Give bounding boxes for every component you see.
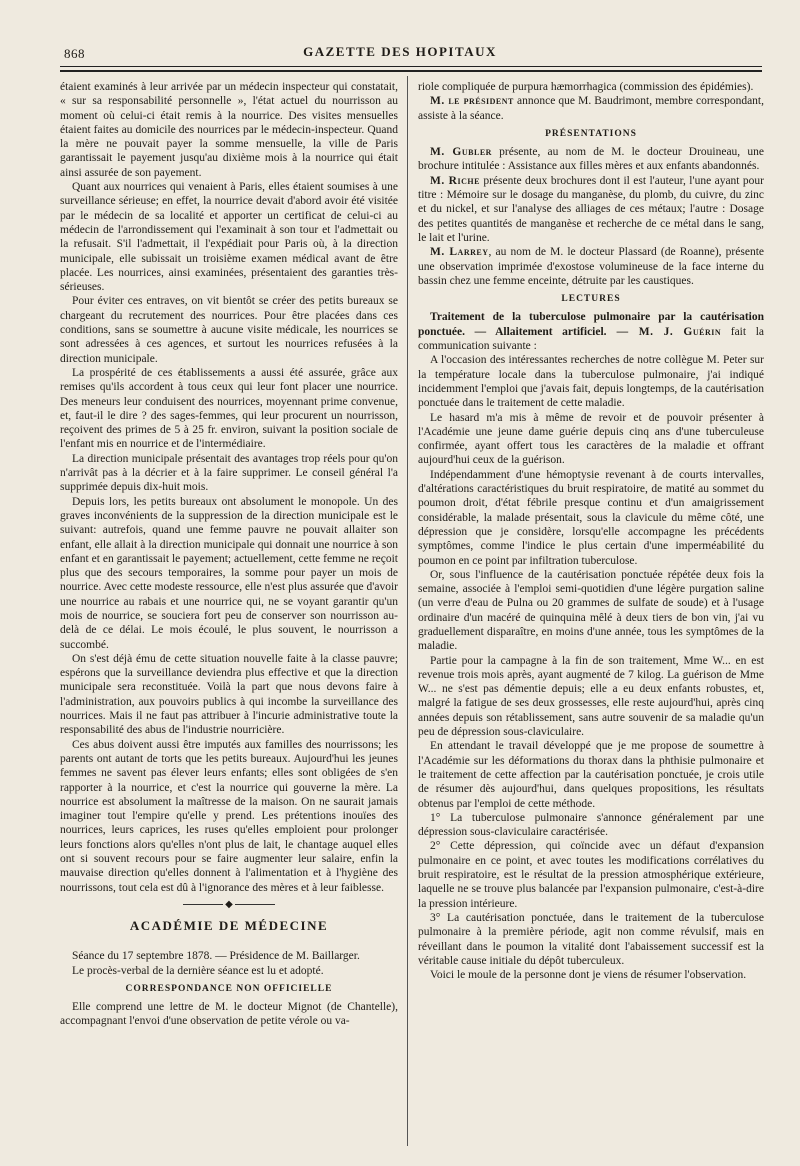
paragraph: Partie pour la campagne à la fin de son traitement, Mme W... en est revenue trois mois après, ayant augmenté de 7 kilog. La guérison de Mme W... ne s'est pas démentie depuis; elle a eu deux enfants robustes, et, malgré la fatigue de ses deux grossesses, elle reste aujourd'hui, après cinq années depuis son rétablissement, sans autre souvenir de sa maladie qu'un peu de dépression sous-claviculaire. [418,654,764,739]
paragraph [418,145,764,174]
right-column [418,80,764,982]
paragraph [418,245,764,288]
header-rule-thick [60,70,762,72]
paragraph: 3° La cautérisation ponctuée, dans le traitement de la tuberculose pulmonaire à la première période, agit non comme révulsif, mais en réveillant dans le poumon la vitalité dont l'abaissement successif est la véritable cause initiale du dépôt tuberculeux. [418,911,764,967]
paragraph: Pour éviter ces entraves, on vit bientôt se créer des petits bureaux se chargeant du recrutement des nourrices. Pour être placées dans ces conditions, sans se soumettre à aucune visite médicale, les nourrices se sont adressées à ces agences, et surtout les nourrices refusées à la direction municipale. [60,295,398,365]
section-ornament: ◆ [60,901,398,909]
lecture-title-paragraph [418,310,764,353]
paragraph-text: fait la communication suivante : [418,325,764,353]
paragraph-text: présente deux brochures dont il est l'auteur, l'une ayant pour titre : Mémoire sur le dosage du manganèse, du plomb, du cuivre, du zinc et du nickel, et sur l'analyse des alliages de ces métaux; l'autre : Dosage des petites quantités de manganèse et recherche de ce métal dans le sang, le lait et l'urine. [418,174,764,244]
speaker-name: M. Riche [430,174,480,187]
paragraph: Elle comprend une lettre de M. le docteur Mignot (de Chantelle), accompagnant l'envoi d'une observation de petite vérole ou va- [60,1001,398,1028]
page-header [52,40,748,68]
paragraph: Le hasard m'a mis à même de revoir et de pouvoir présenter à l'Académie une jeune dame guérie depuis cinq ans d'une tuberculeuse confirmée, ayant offert tous les caractères de la maladie et offrant aujourd'hui ceux de la guérison. [418,411,764,467]
correspondance-heading: CORRESPONDANCE NON OFFICIELLE [125,983,333,994]
speaker-name: M. Gubler [430,146,492,159]
paragraph-text: présente, au nom de M. le docteur Drouineau, une brochure intitulée : Assistance aux filles mères et aux enfants abandonnés. [418,146,764,173]
proces-verbal-line: Le procès-verbal de la dernière séance est lu et adopté. [72,964,324,977]
paragraph: riole compliquée de purpura hæmorrhagica (commission des épidémies). [418,81,754,93]
paragraph [418,174,764,245]
paragraph: 1° La tuberculose pulmonaire s'annonce généralement par une dépression sous-claviculaire caractérisée. [418,811,764,839]
lectures-heading: LECTURES [561,294,621,305]
paragraph [418,94,764,123]
paragraph-text: annonce que M. Baudrimont, membre correspondant, assiste à la séance. [418,95,764,122]
paragraph: Voici le moule de la personne dont je viens de résumer l'observation. [430,969,747,982]
paragraph: Indépendamment d'une hémoptysie revenant à de courts intervalles, d'altérations caractéristiques du bruit respiratoire, de matité au sommet du poumon droit, d'état fébrile presque continu et d'un amaigrissement considérable, la malade présentait, sous la clavicule du même côté, une dépression que je considère, lorsqu'elle accompagne les précédents symptômes, comme l'indice le plus certain d'une imperméabilité du poumon en ce point par infiltration tuberculose. [418,468,764,567]
column-divider [407,76,408,1146]
seance-line: Séance du 17 septembre 1878. — Présidence de M. Baillarger. [72,950,360,963]
header-rule-thin [60,66,762,67]
lecture-title: Traitement de la tuberculose pulmonaire par la cautérisation ponctuée. — Allaitement artificiel. [418,311,764,338]
paragraph-text: , au nom de M. le docteur Plassard (de Roanne), présente une observation imprimée d'exostose volumineuse de la face interne du bassin chez une femme enceinte, détruite par les caustiques. [418,246,764,287]
paragraph: La prospérité de ces établissements a aussi été assurée, grâce aux remises qu'ils accordent à tous ceux qui leur font placer une nourrice. Des meneurs leur conduisent des nourrices, moyennant prime convenue, et, faut-il le dire ? des sages-femmes, qui leur procurent un nourrisson, reçoivent des primes de 5 à 25 fr. environ, suivant la position sociale de l'enfant mis en nourrice et de l'intermédiaire. [60,366,398,451]
speaker-name: M. Larrey [430,246,489,259]
presentations-heading: PRÉSENTATIONS [545,128,637,139]
paragraph: étaient examinés à leur arrivée par un médecin inspecteur qui constatait, « sur sa responsabilité personnelle », l'état actuel du nourrisson au moment où celui-ci était remis à la nourrice. Des visites mensuelles étaient faites au domicile des nourrices par le médecin-inspecteur. Quand la mère ne pouvait payer la somme mensuelle, la ville de Paris garantissait le payement jusqu'au dixième mois à la nourrice qui était ainsi assurée de son payement. [60,81,398,179]
paragraph: On s'est déjà ému de cette situation nouvelle faite à la classe pauvre; espérons que la surveillance deviendra plus effective et que la direction municipale sera reconstituée. Voilà la part que nous devons faire à l'administration, aux pouvoirs publics à qui incombe la surveillance des nourrices. Mais il ne faut pas attribuer à l'incurie administrative toute la responsabilité des abus de l'industrie nourricière. [60,652,398,737]
paragraph: La direction municipale présentait des avantages trop réels pour qu'on n'arrivât pas à la décrier et à la faire supprimer. Le conseil général l'a supprimée depuis dix-huit mois. [60,452,398,494]
running-title: GAZETTE DES HOPITAUX [303,44,497,59]
paragraph: En attendant le travail développé que je me propose de soumettre à l'Académie sur les déformations du thorax dans la phthisie pulmonaire et le traitement de cette affection par la cautérisation ponctuée, je crois utile de résumer dès aujourd'hui, dans quelques propositions, les résultats obtenus par l'emploi de cette méthode. [418,740,764,810]
paragraph: Ces abus doivent aussi être imputés aux familles des nourrissons; les parents ont autant de torts que les petits bureaux. Aujourd'hui les jeunes femmes ne savent pas élever leurs enfants; elles sont obligées de s'en rapporter à la nourrice, et c'est la nourrice qui gouverne la mère. La nourrice est absolument la maîtresse de la maison. On ne saurait jamais imaginer tout l'empire qu'elle y prend. Les prétentions inouïes des nourrices, leurs caprices, les ruses qu'elles emploient pour prolonger leurs fonctions alors qu'elles n'ont plus de lait, le chantage auquel elles ont si souvent recours pour se faire augmenter leur salaire, enfin la mauvaise direction qu'elles donnent à l'alimentation et à l'hygiène des nourrissons, tout cela est dû à l'ignorance des mères et à leur faiblesse. [60,738,398,894]
speaker-name: M. le président [430,95,514,108]
paragraph: Quant aux nourrices qui venaient à Paris, elles étaient soumises à une surveillance sérieuse; en effet, la nourrice devait d'abord avoir été visitée par le médecin de sa localité et apporter un certificat de celui-ci au médecin de l'arrondissement qui l'examinait à son tour et l'admettait ou la refusait. S'il l'admettait, il l'expédiait pour Paris où, à la direction municipale, elle subissait un troisième examen médical avant de être placée. Les nourrices, ainsi examinées, présentaient des garanties très-sérieuses. [60,181,398,294]
left-column [60,80,398,1029]
paragraph: 2° Cette dépression, qui coïncide avec un défaut d'expansion pulmonaire en ce point, et avec toutes les modifications corrélatives du bruit respiratoire, est le résultat de la pression atmosphérique extérieure, laquelle ne se trouve plus balancée par l'expansion pulmonaire, c'est-à-dire la pression intérieure. [418,840,764,910]
paragraph: A l'occasion des intéressantes recherches de notre collègue M. Peter sur la température locale dans la tuberculose pulmonaire, j'ai indiqué incidemment l'emploi que j'avais fait, depuis longtemps, de la cautérisation ponctuée dans le traitement de cette maladie. [418,354,764,410]
academie-heading: ACADÉMIE DE MÉDECINE [129,917,329,933]
paragraph: Or, sous l'influence de la cautérisation ponctuée répétée deux fois la semaine, associée à l'emploi semi-quotidien d'une légère purgation saline (un verre d'eau de Pulna ou 20 grammes de sulfate de soude) et à l'usage ordinaire d'un macéré de quinquina mêlé à deux tiers de bon vin, j'ai vu graduellement disparaître, en moins d'une année, tous les symptômes de la maladie. [418,568,764,653]
page-number: 868 [64,46,85,61]
speaker-name: — M. J. Guérin [606,325,722,338]
paragraph: Depuis lors, les petits bureaux ont absolument le monopole. Un des graves inconvénients de la suppression de la direction municipale est le suivant: autrefois, quand une femme pauvre ne pouvait allaiter son enfant, elle allait à la direction municipale qui donnait une nourrice à son enfant et en garantissait le payement; actuellement, cette femme ne reçoit plus que des secours temporaires, la somme pour payer un mois de nourrice. Avec cette modeste ressource, elle n'est plus assurée que d'avoir une nourrice au rabais et une nourrice qui, ne se voyant garantir qu'un mois de nourrice, se souciera fort peu de conserver son nourrisson au-delà de ce délai. Le mois écoulé, le plus souvent, le nourrisson a succombé. [60,495,398,651]
